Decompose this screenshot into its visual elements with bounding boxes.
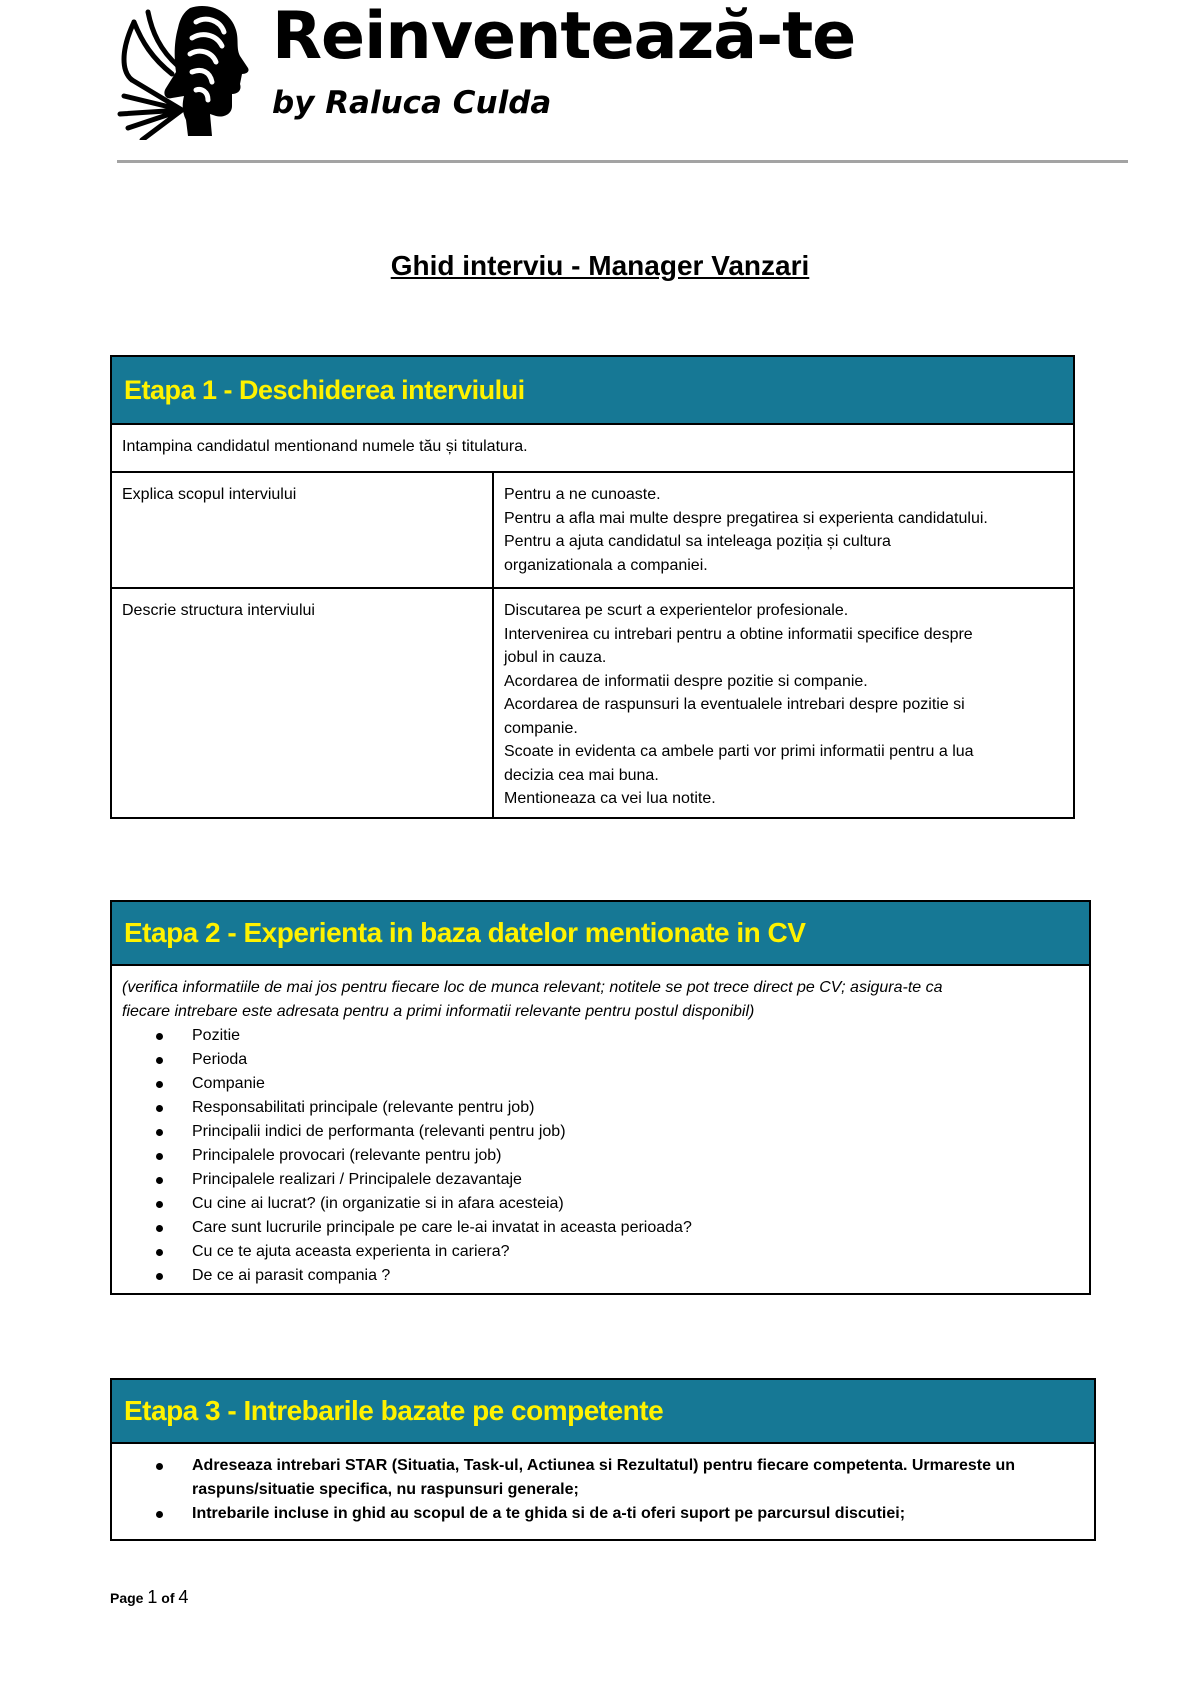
etapa1-row-label: Descrie structura interviului bbox=[112, 589, 494, 817]
detail-line: Discutarea pe scurt a experientelor profesionale. bbox=[504, 602, 849, 619]
detail-line: Acordarea de raspunsuri la eventualele intrebari despre pozitie si bbox=[504, 696, 965, 713]
table-row bbox=[112, 587, 1073, 817]
detail-line: decizia cea mai buna. bbox=[504, 766, 659, 784]
header-divider bbox=[117, 160, 1128, 163]
etapa1-table bbox=[110, 355, 1075, 819]
detail-line: Pentru a ajuta candidatul sa inteleaga poziția și cultura bbox=[504, 533, 891, 550]
list-item: Care sunt lucrurile principale pe care le-ai invatat in aceasta perioada? bbox=[156, 1216, 1089, 1240]
of-word: of bbox=[161, 1590, 175, 1606]
list-item: Pozitie bbox=[156, 1024, 1089, 1048]
page-total: 4 bbox=[178, 1587, 189, 1607]
etapa3-heading: Etapa 3 - Intrebarile bazate pe competente bbox=[112, 1380, 1094, 1444]
etapa1-row-detail bbox=[494, 589, 1073, 817]
page-footer bbox=[110, 1588, 188, 1606]
detail-line: Intervenirea cu intrebari pentru a obtine informatii specifice despre bbox=[504, 625, 973, 643]
detail-line: Mentioneaza ca vei lua notite. bbox=[504, 790, 716, 807]
detail-line: Scoate in evidenta ca ambele parti vor primi informatii pentru a lua bbox=[504, 743, 974, 760]
etapa1-row-detail bbox=[494, 473, 1073, 587]
brand-subtitle: by Raluca Culda bbox=[272, 85, 552, 121]
list-item: Principalele provocari (relevante pentru job) bbox=[156, 1144, 1089, 1168]
detail-line: companie. bbox=[504, 719, 578, 737]
list-item: Cu cine ai lucrat? (in organizatie si in afara acesteia) bbox=[156, 1192, 1089, 1216]
detail-line: Pentru a ne cunoaste. bbox=[504, 486, 661, 503]
detail-line: Pentru a afla mai multe despre pregatirea si experienta candidatului. bbox=[504, 509, 988, 527]
etapa2-heading: Etapa 2 - Experienta in baza datelor mentionate in CV bbox=[112, 902, 1089, 966]
list-item: Companie bbox=[156, 1072, 1089, 1096]
etapa1-heading: Etapa 1 - Deschiderea interviului bbox=[112, 357, 1073, 425]
page-number: 1 bbox=[147, 1587, 158, 1607]
list-item: Perioda bbox=[156, 1048, 1089, 1072]
detail-line: Acordarea de informatii despre pozitie si companie. bbox=[504, 672, 868, 690]
page-word: Page bbox=[110, 1590, 144, 1606]
detail-line: organizationala a companiei. bbox=[504, 556, 708, 574]
list-item: Responsabilitati principale (relevante pentru job) bbox=[156, 1096, 1089, 1120]
list-item: Principalii indici de performanta (relevanti pentru job) bbox=[156, 1120, 1089, 1144]
intro-line: fiecare intrebare este adresata pentru a primi informatii relevante pentru postul disponibil) bbox=[122, 1003, 755, 1020]
intro-line: (verifica informatiile de mai jos pentru fiecare loc de munca relevant; notitele se pot trece direct pe CV; asigura-te ca bbox=[122, 979, 943, 996]
list-item: Principalele realizari / Principalele dezavantaje bbox=[156, 1168, 1089, 1192]
etapa2-table bbox=[110, 900, 1091, 1295]
etapa1-row-label: Explica scopul interviului bbox=[112, 473, 494, 587]
page-title: Ghid interviu - Manager Vanzari bbox=[390, 250, 810, 281]
etapa1-intro: Intampina candidatul mentionand numele tău și titulatura. bbox=[122, 438, 528, 455]
list-item: Intrebarile incluse in ghid au scopul de a te ghida si de a-ti oferi suport pe parcursul discutiei; bbox=[156, 1502, 1094, 1526]
list-item: Cu ce te ajuta aceasta experienta in cariera? bbox=[156, 1240, 1089, 1264]
detail-line: jobul in cauza. bbox=[504, 649, 607, 666]
etapa3-table bbox=[110, 1378, 1096, 1541]
etapa2-intro bbox=[112, 966, 1089, 1024]
brand-title: Reinventează-te bbox=[272, 0, 856, 74]
etapa2-list bbox=[112, 1024, 1089, 1288]
list-item: De ce ai parasit compania ? bbox=[156, 1264, 1089, 1288]
table-row bbox=[112, 425, 1073, 471]
table-row bbox=[112, 471, 1073, 587]
etapa3-list bbox=[112, 1444, 1094, 1526]
book-head-icon bbox=[112, 2, 252, 140]
list-item: Adreseaza intrebari STAR (Situatia, Task-ul, Actiunea si Rezultatul) pentru fiecare competenta. Urmareste un raspuns/situatie specifica, nu raspunsuri generale; bbox=[156, 1454, 1094, 1502]
